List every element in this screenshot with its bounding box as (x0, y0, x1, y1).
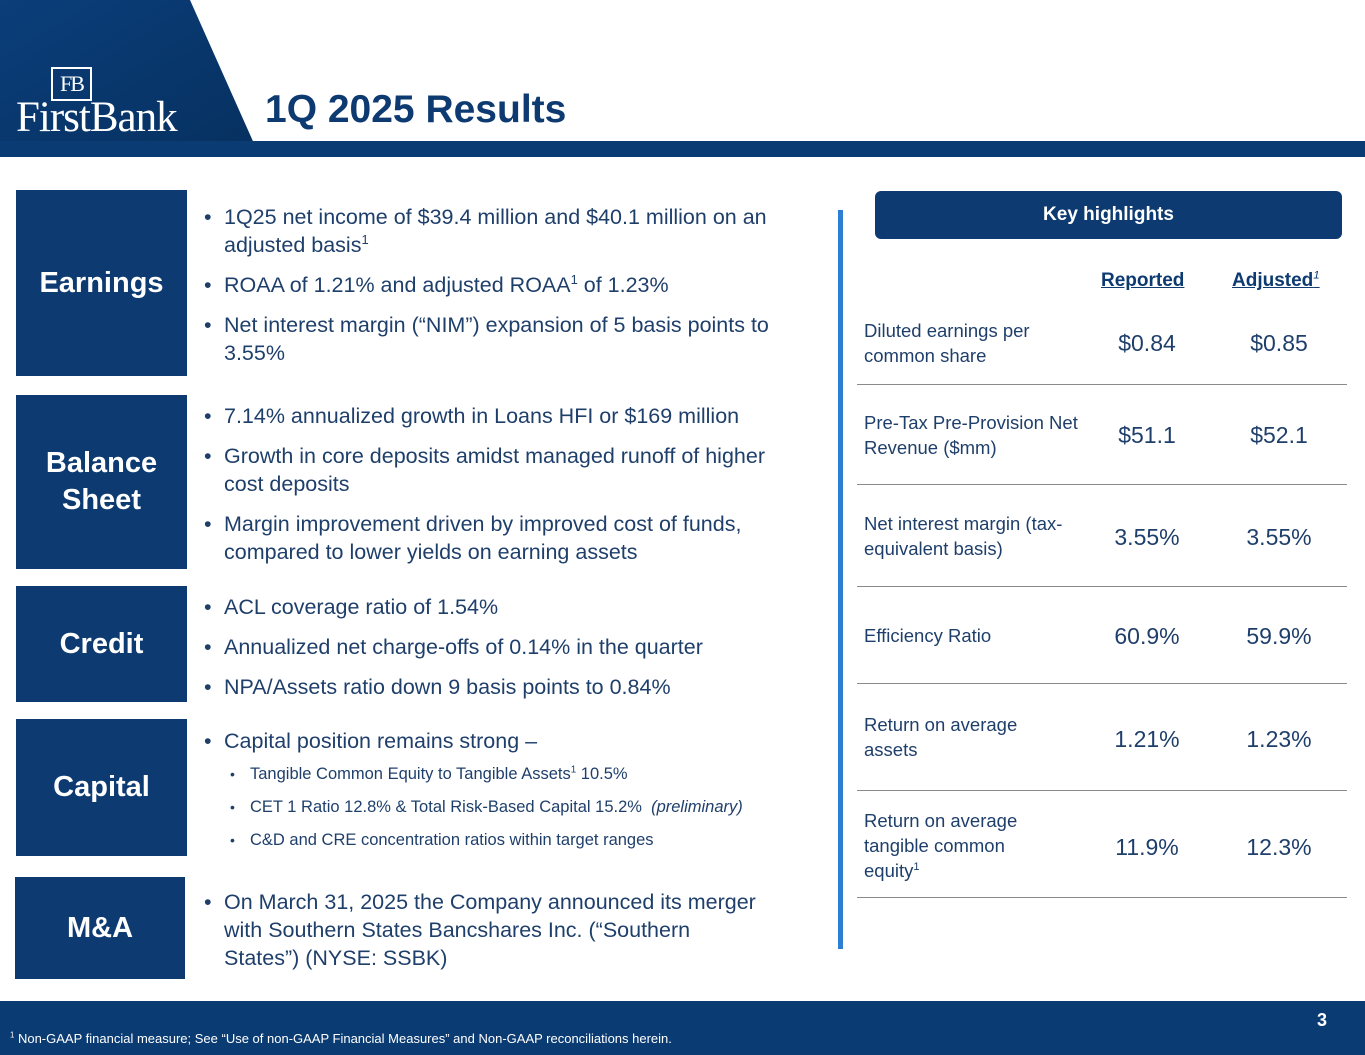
highlight-reported-value: 1.21% (1114, 726, 1180, 752)
highlight-adjusted-value: 12.3% (1246, 834, 1312, 860)
column-header-adjusted: Adjusted$^1$ (1232, 269, 1320, 291)
page-title: 1Q 2025 Results (265, 88, 567, 131)
category-capital-label: Capital (53, 771, 150, 803)
highlight-label: Return on average assets (864, 714, 1018, 760)
highlight-adjusted-value: $0.85 (1250, 330, 1308, 356)
capital-bullets (202, 727, 832, 862)
highlight-label: Diluted earnings per common share (864, 320, 1030, 366)
firstbank-logo: FirstBank (16, 94, 177, 141)
balance-sheet-bullet-1: • 7.14% annualized growth in Loans HFI or $169 million (202, 402, 802, 430)
capital-bullet-1: • Capital position remains strong – (202, 727, 832, 755)
highlight-reported-value: $51.1 (1118, 422, 1176, 448)
highlight-adjusted-value: 59.9% (1246, 623, 1312, 649)
credit-bullet-3: • NPA/Assets ratio down 9 basis points to 0.84% (202, 673, 822, 701)
highlight-row-rotce (857, 791, 1347, 898)
highlight-row-efficiency (857, 587, 1347, 684)
ma-bullet-1: • On March 31, 2025 the Company announced its merger with Southern States Bancshares Inc. (“Southern States”) (NYSE: SSBK) (202, 888, 762, 972)
highlight-reported-value: $0.84 (1118, 330, 1176, 356)
footnote: $^1$ Non-GAAP financial measure; See “Use of non-GAAP Financial Measures” and Non-GAAP reconciliations herein. (10, 1030, 672, 1046)
earnings-bullet-3: • Net interest margin (“NIM”) expansion of 5 basis points to 3.55% (202, 311, 822, 367)
capital-sub-bullet-1: • Tangible Common Equity to Tangible Assets$^1$ 10.5% (202, 763, 832, 785)
column-header-reported: Reported (1101, 270, 1185, 291)
firstbank-monogram-icon: FB (51, 67, 92, 101)
highlight-row-roaa (857, 684, 1347, 791)
category-earnings-label: Earnings (39, 266, 164, 299)
header-bar (0, 141, 1365, 157)
highlight-reported-value: 3.55% (1114, 524, 1180, 550)
category-balance-sheet-label-2: Sheet (62, 484, 141, 516)
balance-sheet-bullet-2: • Growth in core deposits amidst managed runoff of higher cost deposits (202, 442, 802, 498)
credit-bullet-2: • Annualized net charge-offs of 0.14% in the quarter (202, 633, 822, 661)
earnings-bullets (202, 203, 822, 379)
earnings-bullet-1: • 1Q25 net income of $39.4 million and $40.1 million on an adjusted basis$^1$ (202, 203, 822, 259)
credit-bullets (202, 593, 822, 713)
category-capital (16, 719, 187, 856)
earnings-bullet-2: • ROAA of 1.21% and adjusted ROAA$^1$ of 1.23% (202, 271, 822, 299)
balance-sheet-bullet-3: • Margin improvement driven by improved cost of funds, compared to lower yields on earning assets (202, 510, 802, 566)
vertical-divider (838, 210, 843, 949)
category-balance-sheet-label-1: Balance (45, 447, 158, 479)
highlight-adjusted-value: 3.55% (1246, 524, 1312, 550)
capital-sub-bullet-3: • C&D and CRE concentration ratios within target ranges (202, 829, 832, 851)
category-credit (16, 586, 187, 702)
key-highlights-header (875, 191, 1342, 239)
highlight-label: Return on average tangible common equity$^1$ (864, 810, 1018, 881)
highlight-row-nim (857, 485, 1347, 587)
category-credit-label: Credit (59, 627, 144, 660)
highlight-reported-value: 11.9% (1115, 834, 1179, 860)
category-balance-sheet (16, 395, 187, 569)
highlight-label: Pre-Tax Pre-Provision Net Revenue ($mm) (864, 412, 1078, 458)
page-number: 3 (1316, 1010, 1327, 1030)
ma-bullets (202, 888, 762, 984)
highlight-reported-value: 60.9% (1114, 623, 1180, 649)
highlight-row-eps (857, 305, 1347, 385)
highlight-adjusted-value: 1.23% (1246, 726, 1312, 752)
footer-bar (0, 1001, 1365, 1055)
category-ma (15, 877, 185, 979)
highlight-row-pptnr (857, 385, 1347, 485)
key-highlights-title: Key highlights (1043, 204, 1174, 225)
category-ma-label: M&A (66, 911, 134, 944)
capital-sub-bullet-2: • CET 1 Ratio 12.8% & Total Risk-Based Capital 15.2% (preliminary) (202, 796, 832, 818)
credit-bullet-1: • ACL coverage ratio of 1.54% (202, 593, 822, 621)
highlight-label: Net interest margin (tax-equivalent basis) (864, 513, 1063, 559)
highlight-label: Efficiency Ratio (864, 625, 992, 646)
category-earnings (16, 190, 187, 376)
balance-sheet-bullets (202, 402, 802, 578)
highlight-adjusted-value: $52.1 (1250, 422, 1308, 448)
